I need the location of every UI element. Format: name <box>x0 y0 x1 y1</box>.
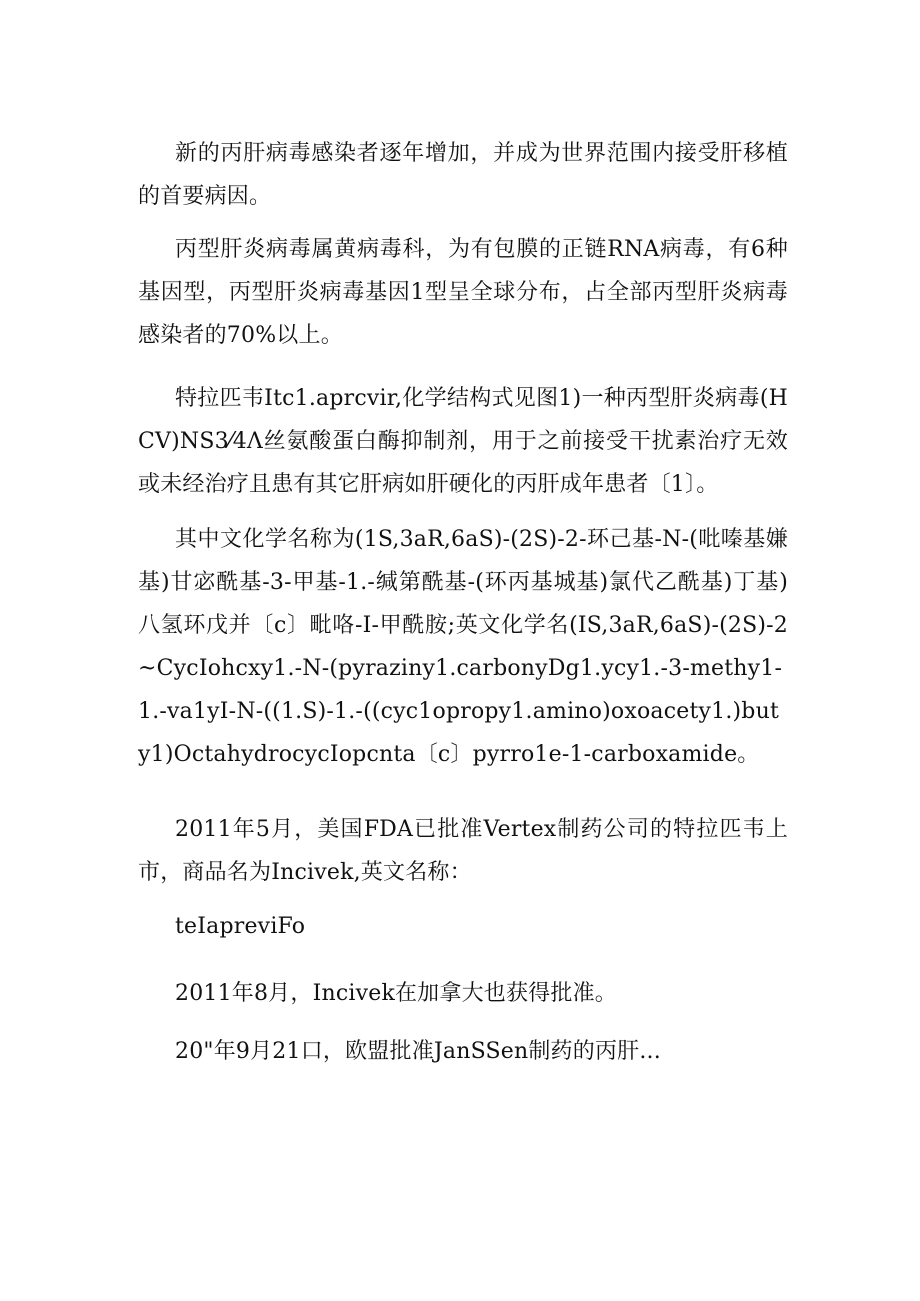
paragraph-telaprevir-intro: 特拉匹韦Itc1.aprcvir,化学结构式见图1)一种丙型肝炎病毒(HCV)NS3⁄4Λ丝氨酸蛋白酶抑制剂，用于之前接受干扰素治疗无效或未经治疗且患有其它肝病如肝硬化的丙肝成年患者〔1〕。 <box>138 386 788 497</box>
paragraph-canada-approval: 2011年8月，Incivek在加拿大也获得批准。 <box>175 981 617 1006</box>
paragraph-chemical-name: 其中文化学名称为(1S,3aR,6aS)-(2S)-2-环己基-N-(吡嗪基嫌基)甘宓酰基-3-甲基-1.-缄第酰基-(环丙基城基)氯代乙酰基)丁基)八氢环戊并〔c〕毗咯-I-甲酰胺;英文化学名(IS,3aR,6aS)-(2S)-2~CycIohcxy1.-N-(pyraziny1.carbonyDg1.ycy1.-3-methy1-1.-va1yI-N-((1.S)-1.-((cyc1opropy1.amino)oxoacety1.)buty1)OctahydrocycIopcnta〔c〕pyrro1e-1-carboxamide。 <box>138 527 788 767</box>
paragraph-hcv-transplant: 新的丙肝病毒感染者逐年增加，并成为世界范围内接受肝移植的首要病因。 <box>138 141 788 209</box>
paragraph-hcv-genotype: 丙型肝炎病毒属黄病毒科，为有包膜的正链RNA病毒，有6种基因型，丙型肝炎病毒基因1型呈全球分布，占全部丙型肝炎病毒感染者的70%以上。 <box>138 237 788 348</box>
paragraph-fda-approval: 2011年5月，美国FDA已批准Vertex制药公司的特拉匹韦上市，商品名为Incivek,英文名称： <box>138 817 788 885</box>
paragraph-eu-approval: 20"年9月21口，欧盟批准JanSSen制药的丙肝... <box>175 1039 661 1064</box>
paragraph-english-name: teIapreviFo <box>175 914 306 939</box>
